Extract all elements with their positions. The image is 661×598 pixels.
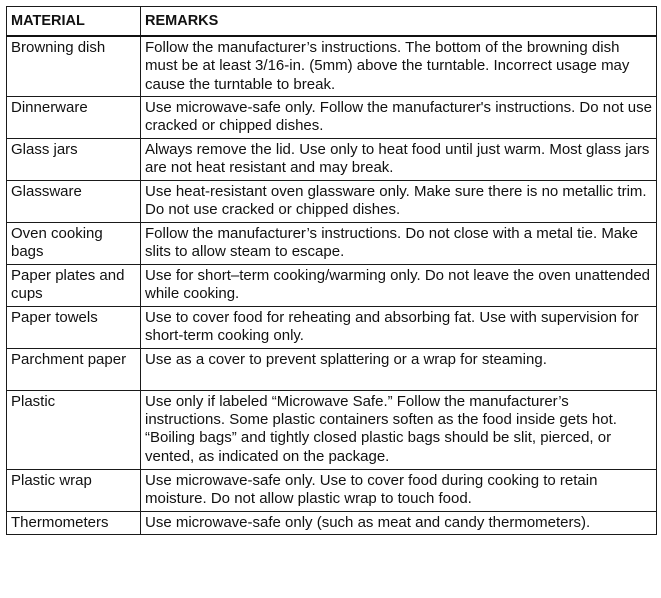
table-row [7,469,657,511]
material-cell: Plastic wrap [7,469,141,511]
remarks-cell: Use heat-resistant oven glassware only. Make sure there is no metallic trim. Do not use cracked or chipped dishes. [141,180,657,222]
table-row [7,390,657,469]
remarks-cell: Always remove the lid. Use only to heat food until just warm. Most glass jars are not heat resistant and may break. [141,138,657,180]
remarks-cell: Use as a cover to prevent splattering or a wrap for steaming. [141,348,657,390]
table-row [7,36,657,96]
table-header-row [7,7,657,37]
remarks-cell: Follow the manufacturer’s instructions. The bottom of the browning dish must be at least 3/16-in. (5mm) above the turntable. Incorrect usage may cause the turntable to break. [141,36,657,96]
remarks-cell: Use microwave-safe only. Follow the manufacturer's instructions. Do not use cracked or chipped dishes. [141,96,657,138]
table-row [7,511,657,534]
remarks-cell: Use microwave-safe only. Use to cover food during cooking to retain moisture. Do not allow plastic wrap to touch food. [141,469,657,511]
header-material: MATERIAL [7,7,141,37]
remarks-cell: Use to cover food for reheating and absorbing fat. Use with supervision for short-term cooking only. [141,306,657,348]
material-cell: Thermometers [7,511,141,534]
table-row [7,138,657,180]
remarks-cell: Use for short–term cooking/warming only. Do not leave the oven unattended while cooking. [141,264,657,306]
material-cell: Glass jars [7,138,141,180]
table-row [7,348,657,390]
material-cell: Dinnerware [7,96,141,138]
materials-table [6,6,657,535]
material-cell: Paper towels [7,306,141,348]
material-cell: Parchment paper [7,348,141,390]
material-cell: Browning dish [7,36,141,96]
table-row [7,180,657,222]
material-cell: Glassware [7,180,141,222]
header-remarks: REMARKS [141,7,657,37]
material-cell: Paper plates and cups [7,264,141,306]
table-row [7,264,657,306]
remarks-cell: Use microwave-safe only (such as meat and candy thermometers). [141,511,657,534]
material-cell: Plastic [7,390,141,469]
table-row [7,306,657,348]
table-row [7,222,657,264]
table-row [7,96,657,138]
material-cell: Oven cooking bags [7,222,141,264]
remarks-cell: Follow the manufacturer’s instructions. Do not close with a metal tie. Make slits to allow steam to escape. [141,222,657,264]
remarks-cell: Use only if labeled “Microwave Safe.” Follow the manufacturer’s instructions. Some plastic containers soften as the food inside gets hot. “Boiling bags” and tightly closed plastic bags should be slit, pierced, or vented, as indicated on the package. [141,390,657,469]
